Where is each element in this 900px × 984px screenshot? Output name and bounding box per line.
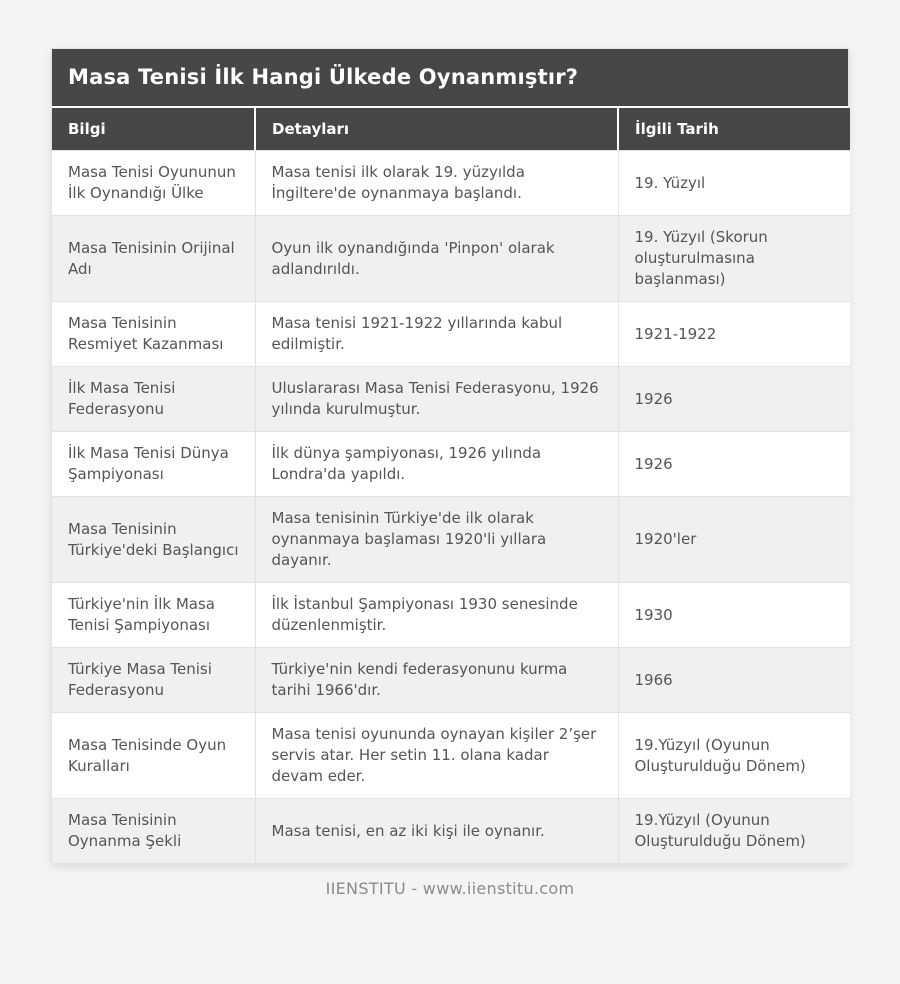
cell-ilgili-tarih: 1926 — [618, 367, 850, 432]
cell-detaylari: Türkiye'nin kendi federasyonunu kurma tarihi 1966'dır. — [255, 648, 618, 713]
table-row — [52, 799, 850, 864]
cell-bilgi: Masa Tenisinin Orijinal Adı — [52, 216, 255, 302]
table-row — [52, 648, 850, 713]
cell-ilgili-tarih: 1926 — [618, 432, 850, 497]
cell-ilgili-tarih: 1920'ler — [618, 497, 850, 583]
cell-bilgi: İlk Masa Tenisi Federasyonu — [52, 367, 255, 432]
cell-ilgili-tarih: 19.Yüzyıl (Oyunun Oluşturulduğu Dönem) — [618, 713, 850, 799]
cell-bilgi: Masa Tenisinin Oynanma Şekli — [52, 799, 255, 864]
page-title: Masa Tenisi İlk Hangi Ülkede Oynanmıştır? — [52, 49, 848, 108]
cell-bilgi: Masa Tenisinin Resmiyet Kazanması — [52, 302, 255, 367]
table-row — [52, 302, 850, 367]
table-row — [52, 432, 850, 497]
table-row — [52, 216, 850, 302]
cell-detaylari: Oyun ilk oynandığında 'Pinpon' olarak adlandırıldı. — [255, 216, 618, 302]
column-header-detaylari: Detayları — [255, 108, 618, 151]
cell-detaylari: Uluslararası Masa Tenisi Federasyonu, 1926 yılında kurulmuştur. — [255, 367, 618, 432]
cell-detaylari: Masa tenisi, en az iki kişi ile oynanır. — [255, 799, 618, 864]
column-header-ilgili-tarih: İlgili Tarih — [618, 108, 850, 151]
column-header-bilgi: Bilgi — [52, 108, 255, 151]
cell-ilgili-tarih: 1921-1922 — [618, 302, 850, 367]
table-row — [52, 367, 850, 432]
cell-detaylari: Masa tenisi ilk olarak 19. yüzyılda İngiltere'de oynanmaya başlandı. — [255, 151, 618, 216]
table-row — [52, 497, 850, 583]
cell-detaylari: İlk dünya şampiyonası, 1926 yılında Londra'da yapıldı. — [255, 432, 618, 497]
cell-ilgili-tarih: 1966 — [618, 648, 850, 713]
cell-detaylari: Masa tenisi 1921-1922 yıllarında kabul edilmiştir. — [255, 302, 618, 367]
table-row — [52, 713, 850, 799]
cell-ilgili-tarih: 19. Yüzyıl (Skorun oluşturulmasına başlanması) — [618, 216, 850, 302]
cell-bilgi: Masa Tenisinin Türkiye'deki Başlangıcı — [52, 497, 255, 583]
table-header-row — [52, 108, 850, 151]
cell-bilgi: Masa Tenisi Oyununun İlk Oynandığı Ülke — [52, 151, 255, 216]
info-card — [51, 48, 849, 864]
cell-ilgili-tarih: 19.Yüzyıl (Oyunun Oluşturulduğu Dönem) — [618, 799, 850, 864]
footer-attribution: IIENSTITU - www.iienstitu.com — [325, 879, 575, 898]
cell-bilgi: Masa Tenisinde Oyun Kuralları — [52, 713, 255, 799]
cell-ilgili-tarih: 19. Yüzyıl — [618, 151, 850, 216]
table-row — [52, 583, 850, 648]
cell-bilgi: Türkiye Masa Tenisi Federasyonu — [52, 648, 255, 713]
info-table — [52, 108, 850, 863]
cell-detaylari: Masa tenisinin Türkiye'de ilk olarak oynanmaya başlaması 1920'li yıllara dayanır. — [255, 497, 618, 583]
table-row — [52, 151, 850, 216]
cell-bilgi: Türkiye'nin İlk Masa Tenisi Şampiyonası — [52, 583, 255, 648]
cell-detaylari: Masa tenisi oyununda oynayan kişiler 2’şer servis atar. Her setin 11. olana kadar devam eder. — [255, 713, 618, 799]
cell-bilgi: İlk Masa Tenisi Dünya Şampiyonası — [52, 432, 255, 497]
table-body — [52, 151, 850, 864]
cell-detaylari: İlk İstanbul Şampiyonası 1930 senesinde düzenlenmiştir. — [255, 583, 618, 648]
cell-ilgili-tarih: 1930 — [618, 583, 850, 648]
